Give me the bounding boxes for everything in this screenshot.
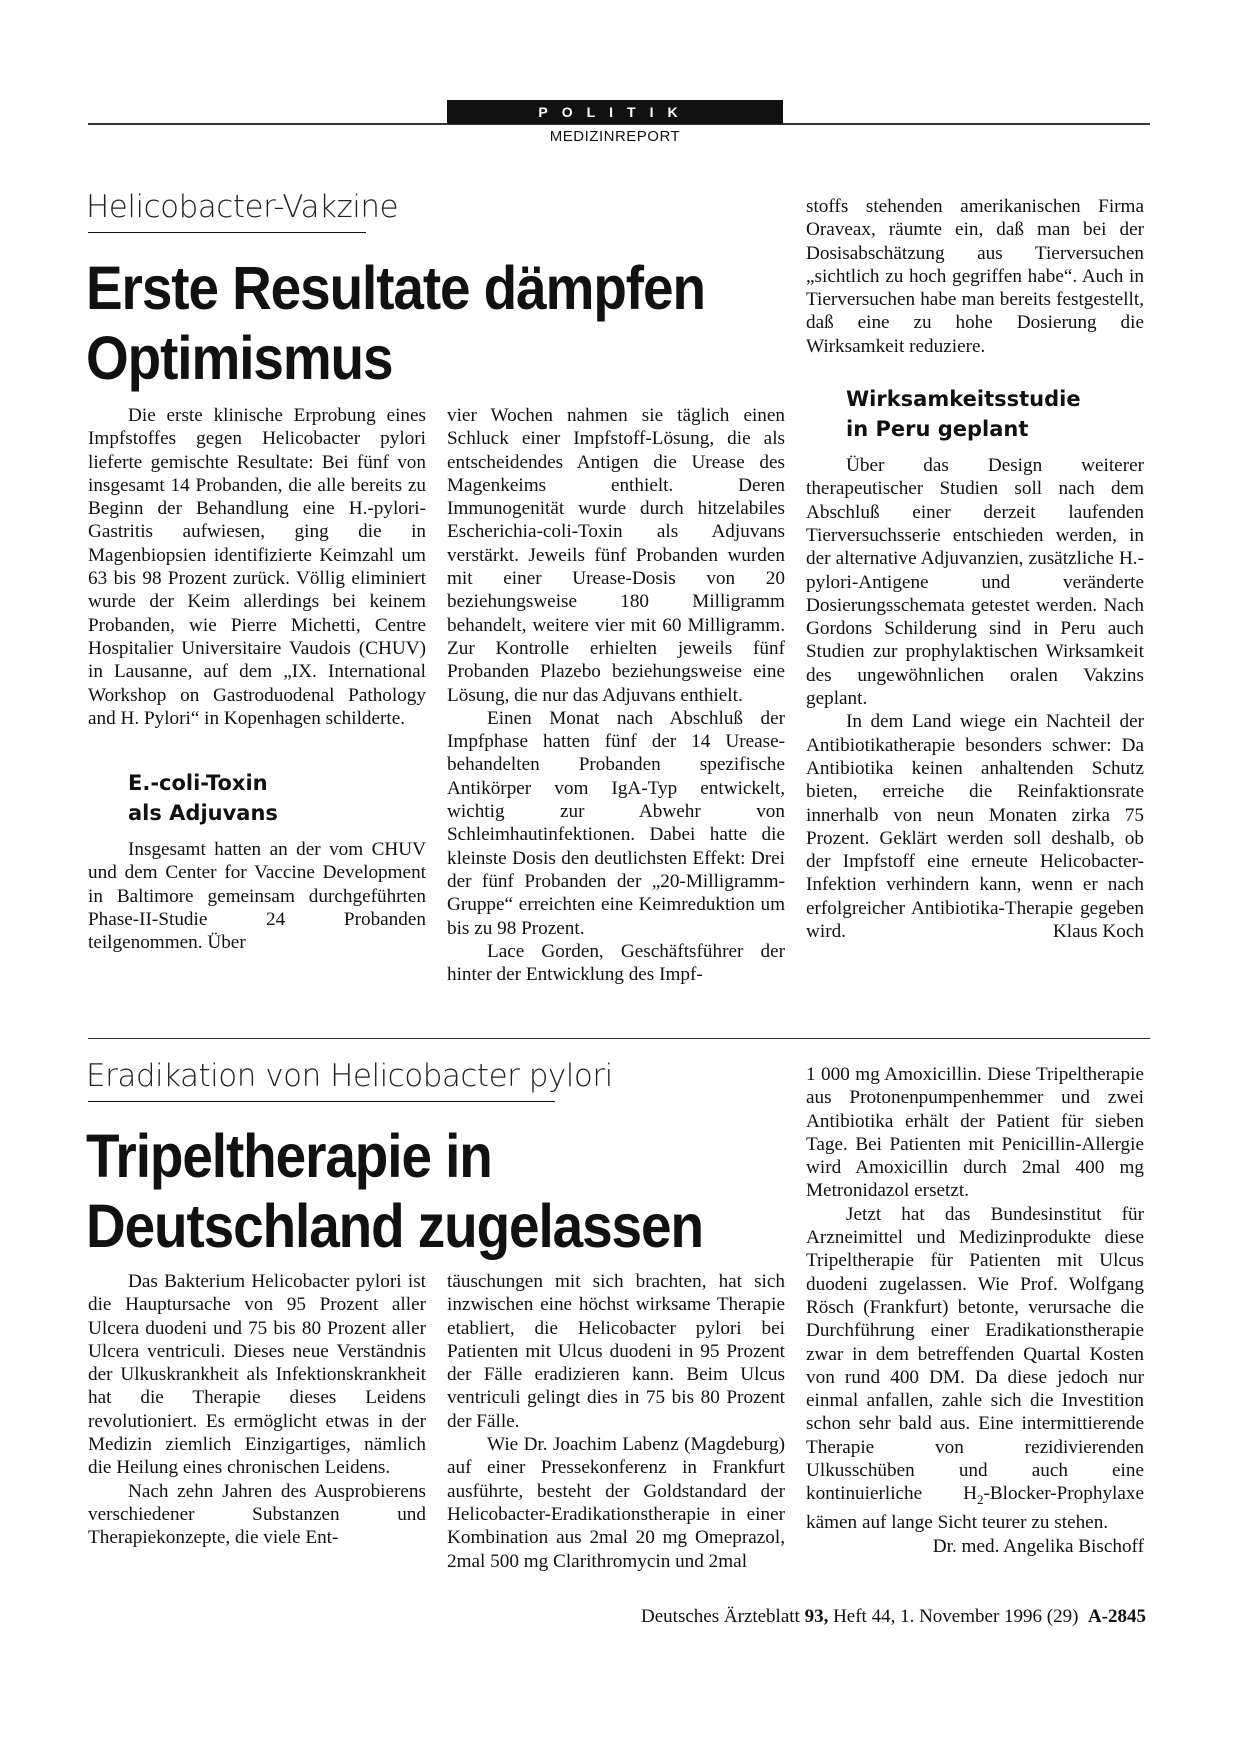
article1-paragraph <box>806 710 1144 943</box>
article2-kicker: Eradikation von Helicobacter pylori <box>86 1058 613 1094</box>
subscript: 2 <box>976 1492 984 1508</box>
article1-column-3 <box>806 195 1144 943</box>
paragraph-text: Jetzt hat das Bundesinstitut für Arzneimittel und Medizinprodukte diese Tripeltherapie für Patienten mit Ulcus duodeni zugelassen. Wie Prof. Wolfgang Rösch (Frankfurt) betonte, verursache die Durchführung einer Eradikationstherapie zwar in dem betreffenden Quartal Kosten von rund 400 DM. Da diese jedoch nur einmal anfallen, zahle sich die Investition schon sehr bald aus. Eine intermittierende Therapie von rezidivierenden Ulkusschüben und auch eine kontinuierliche H <box>806 1203 1144 1505</box>
section-label: POLITIK <box>447 100 783 124</box>
journal-issue: Heft 44, 1. November 1996 (29) <box>833 1606 1079 1627</box>
subheading-line: Wirksamkeitsstudie <box>846 387 1081 412</box>
article2-kicker-underline <box>88 1101 555 1102</box>
article2-column-2 <box>447 1270 785 1573</box>
article1-paragraph: Insgesamt hatten an der vom CHUV und dem Center for Vaccine Development in Baltimore gemeinsam durchgeführten Phase-II-Studie 24 Probanden teilgenommen. Über <box>88 839 426 954</box>
subsection-label: MEDIZINREPORT <box>549 128 681 145</box>
article2-headline <box>86 1121 703 1261</box>
article1-headline-line1: Erste Resultate dämpfen <box>86 254 705 322</box>
article1-paragraph: vier Wochen nahmen sie täglich einen Schluck einer Impfstoff-Lösung, die als entscheidendes Antigen die Urease des Magenkeims enthielt. Deren Immunogenität wurde durch hitzelabiles Escherichia-coli-Toxin als Adjuvans verstärkt. Jeweils fünf Probanden wurden mit einer Urease-Dosis von 20 beziehungsweise 180 Milligramm behandelt, weitere vier mit 60 Milligramm. Zur Kontrolle erhielten jeweils fünf Probanden Plazebo beziehungsweise eine Lösung, die nur das Adjuvans enthielt. <box>447 405 785 706</box>
article-divider <box>88 1038 1150 1039</box>
page-footer <box>641 1606 1146 1628</box>
article1-headline-line2: Optimismus <box>86 324 393 392</box>
article1-paragraph: Über das Design weiterer therapeutischer Studien soll nach dem Abschluß einer derzeit laufenden Tierversuchsserie entschieden werden, in der alternative Adjuvanzien, zusätzliche H.-pylori-Antigene und veränderte Dosierungsschemata getestet werden. Nach Gordons Schilderung sind in Peru auch Studien zur prophylaktischen Wirksamkeit des ungewöhnlichen oralen Vakzins geplant. <box>806 455 1144 710</box>
article2-paragraph: Das Bakterium Helicobacter pylori ist die Hauptursache von 95 Prozent aller Ulcera duodeni und 75 bis 80 Prozent aller Ulcera ventriculi. Dieses neue Verständnis der Ulkuskrankheit als Infektionskrankheit hat die Therapie dieses Leidens revolutioniert. Es ermöglicht etwas in der Medizin ziemlich Einzigartiges, nämlich die Heilung eines chronischen Leidens. <box>88 1271 426 1479</box>
article1-paragraph: Einen Monat nach Abschluß der Impfphase hatten fünf der 14 Urease-behandelten Probanden spezifische Antikörper vom IgA-Typ entwickelt, wichtig zur Abwehr von Schleimhautinfektionen. Dabei hatte die kleinste Dosis den deutlichsten Effekt: Drei der fünf Probanden der „20-Milligramm-Gruppe“ erreichten eine Keimreduktion um bis zu 98 Prozent. <box>447 707 785 939</box>
article1-paragraph: stoffs stehenden amerikanischen Firma Oraveax, räumte ein, daß man bei der Dosisabschätzung aus Tierversuchen „sichtlich zu hoch gegriffen habe“. Auch in Tierversuchen habe man bereits festgestellt, daß eine zu hohe Dosierung die Wirksamkeit reduziere. <box>806 196 1144 357</box>
article2-paragraph: Wie Dr. Joachim Labenz (Magdeburg) auf einer Pressekonferenz in Frankfurt ausführte, besteht der Goldstandard der Helicobacter-Eradikationstherapie in einer Kombination aus 2mal 20 mg Omeprazol, 2mal 500 mg Clarithromycin und 2mal <box>447 1434 785 1572</box>
article2-column-3 <box>806 1063 1144 1558</box>
subheading-line: in Peru geplant <box>846 417 1029 442</box>
article2-paragraph <box>806 1203 1144 1557</box>
article1-author: Klaus Koch <box>1052 921 1144 943</box>
article1-column-1 <box>88 404 426 955</box>
article2-paragraph: Nach zehn Jahren des Ausprobierens verschiedener Substanzen und Therapiekonzepte, die viele Ent- <box>88 1480 426 1549</box>
article1-paragraph: Die erste klinische Erprobung eines Impfstoffes gegen Helicobacter pylori lieferte gemischte Resultate: Bei fünf von insgesamt 14 Probanden, die alle bereits zu Beginn der Behandlung eine H.-pylori-Gastritis aufwiesen, ging die in Magenbiopsien identifizierte Keimzahl um 63 bis 98 Prozent zurück. Völlig eliminiert wurde der Keim allerdings bei keinem Probanden, wie Pierre Michetti, Centre Hospitalier Universitaire Vaudois (CHUV) in Lausanne, auf dem „IX. International Workshop on Gastroduodenal Pathology and H. Pylori“ in Kopenhagen schilderte. <box>88 405 426 729</box>
article2-headline-line2: Deutschland zugelassen <box>86 1192 703 1260</box>
paragraph-text: In dem Land wiege ein Nachteil der Antibiotikatherapie besonders schwer: Da Antibiotika keinen anhaltenden Schutz bieten, erreiche die Reinfaktionsrate innerhalb von neun Monaten zirka 75 Prozent. Geklärt werden soll deshalb, ob der Impfstoff eine erneute Helicobacter-Infektion verhindern kann, wenn er nach erfolgreicher Antibiotika-Therapie gegeben wird. <box>806 711 1144 943</box>
article1-subheading-1 <box>88 768 426 828</box>
article2-paragraph: täuschungen mit sich brachten, hat sich inzwischen eine höchst wirksame Therapie etabliert, die Helicobacter pylori bei Patienten mit Ulcus duodeni in 95 Prozent der Fälle eradizieren kann. Beim Ulcus ventriculi gelingt dies in 75 bis 80 Prozent der Fälle. <box>447 1271 785 1432</box>
page-number: A-2845 <box>1087 1606 1146 1627</box>
article1-headline <box>86 253 705 393</box>
article2-paragraph: 1 000 mg Amoxicillin. Diese Tripeltherapie aus Protonenpumpenhemmer und zwei Antibiotika erhält der Patient für sieben Tage. Bei Patienten mit Penicillin-Allergie wird Amoxicillin durch 2mal 400 mg Metronidazol ersetzt. <box>806 1064 1144 1202</box>
article2-author: Dr. med. Angelika Bischoff <box>932 1535 1144 1557</box>
article1-kicker-underline <box>88 232 366 233</box>
article2-headline-line1: Tripeltherapie in <box>86 1122 492 1190</box>
journal-volume: 93, <box>804 1606 829 1627</box>
subheading-line: E.-coli-Toxin <box>128 771 268 796</box>
article1-paragraph: Lace Gorden, Geschäftsführer der hinter der Entwicklung des Impf- <box>447 940 785 986</box>
paragraph-text: -Blocker-Prophylaxe kämen auf lange Sicht teurer zu stehen. <box>806 1483 1144 1534</box>
article1-subheading-2 <box>806 384 1144 444</box>
article2-column-1 <box>88 1270 426 1550</box>
article1-kicker: Helicobacter-Vakzine <box>86 189 399 225</box>
subheading-line: als Adjuvans <box>128 801 278 826</box>
journal-name: Deutsches Ärzteblatt <box>641 1606 800 1627</box>
article1-column-2 <box>447 404 785 986</box>
